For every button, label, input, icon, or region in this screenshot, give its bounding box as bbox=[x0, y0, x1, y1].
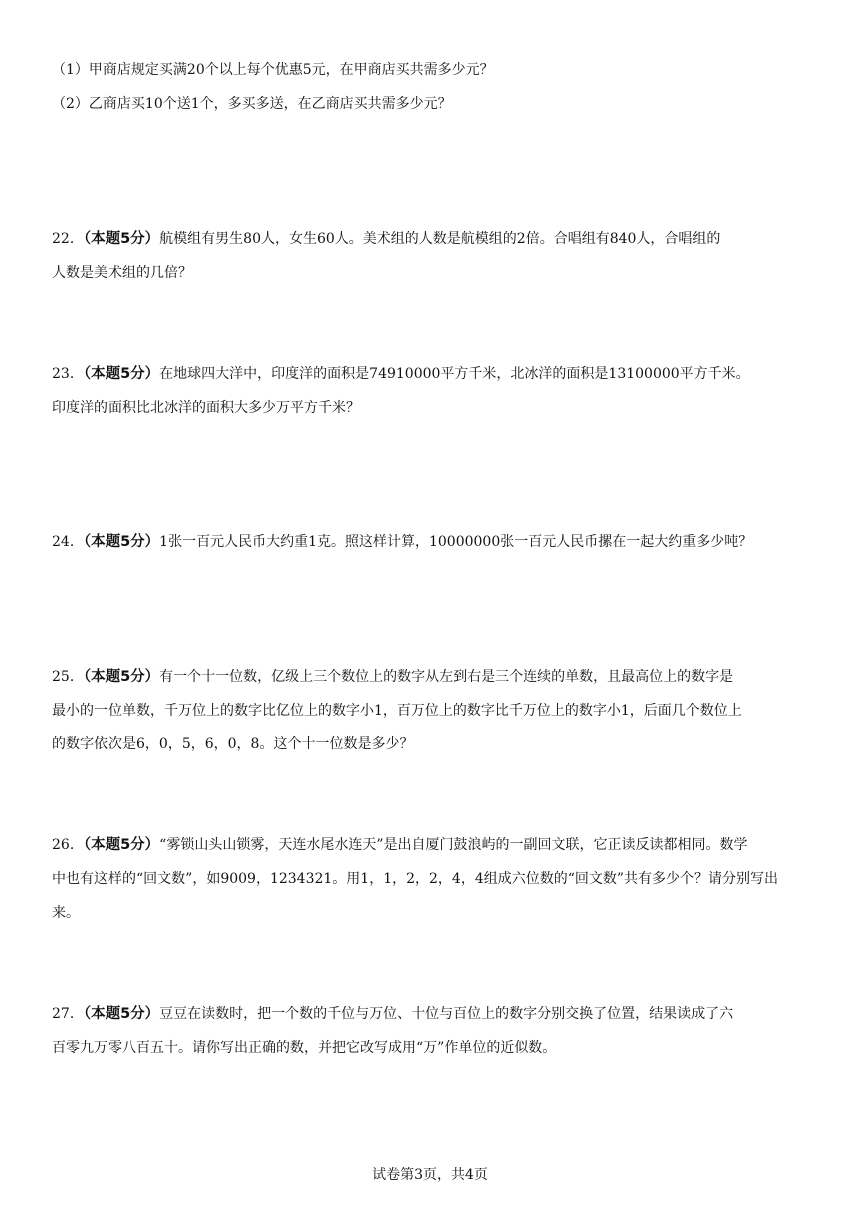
question-26-line-3: 来。 bbox=[52, 905, 80, 921]
question-text: 有一个十一位数，亿级上三个数位上的数字从左到右是三个连续的单数，且最高位上的数字是 bbox=[159, 669, 734, 685]
question-number: 24． bbox=[52, 534, 84, 550]
question-number: 25． bbox=[52, 669, 84, 685]
question-22-line-2: 人数是美术组的几倍？ bbox=[52, 265, 192, 281]
question-26-line-2: 中也有这样的“回文数”，如9009，1234321。用1，1，2，2，4，4组成六位数的“回文数”共有多少个？请分别写出 bbox=[52, 871, 779, 887]
question-number: 23． bbox=[52, 366, 84, 382]
question-25-line-1 bbox=[52, 667, 733, 687]
question-27-line-1 bbox=[52, 1004, 733, 1024]
question-23-line-1 bbox=[52, 364, 750, 384]
page-footer: 试卷第3页，共4页 bbox=[372, 1167, 488, 1183]
question-number: 26． bbox=[52, 837, 84, 853]
question-25-line-2: 最小的一位单数，千万位上的数字比亿位上的数字小1，百万位上的数字比千万位上的数字小1，后面几个数位上 bbox=[52, 703, 742, 719]
question-text: “雾锁山头山锁雾，天连水尾水连天”是出自厦门鼓浪屿的一副回文联，它正读反读都相同。数学 bbox=[159, 837, 748, 853]
sub-question-2: （2）乙商店买10个送1个，多买多送，在乙商店买共需多少元？ bbox=[52, 96, 452, 112]
sub-question-1: （1）甲商店规定买满20个以上每个优惠5元，在甲商店买共需多少元？ bbox=[52, 62, 494, 78]
question-score-tag: （本题5分） bbox=[83, 669, 160, 685]
question-25-line-3: 的数字依次是6，0，5，6，0，8。这个十一位数是多少？ bbox=[52, 736, 414, 752]
question-24-line-1 bbox=[52, 532, 752, 552]
question-number: 27． bbox=[52, 1006, 84, 1022]
question-22-line-1 bbox=[52, 229, 720, 249]
question-score-tag: （本题5分） bbox=[83, 837, 160, 853]
question-text: 航模组有男生80人，女生60人。美术组的人数是航模组的2倍。合唱组有840人，合唱组的 bbox=[159, 231, 721, 247]
question-23-line-2: 印度洋的面积比北冰洋的面积大多少万平方千米？ bbox=[52, 400, 360, 416]
question-26-line-1 bbox=[52, 835, 747, 855]
question-score-tag: （本题5分） bbox=[83, 534, 160, 550]
question-text: 豆豆在读数时，把一个数的千位与万位、十位与百位上的数字分别交换了位置，结果读成了六 bbox=[159, 1006, 734, 1022]
question-text: 在地球四大洋中，印度洋的面积是74910000平方千米，北冰洋的面积是13100000平方千米。 bbox=[159, 366, 750, 382]
question-text: 1张一百元人民币大约重1克。照这样计算，10000000张一百元人民币摞在一起大约重多少吨？ bbox=[159, 534, 753, 550]
question-score-tag: （本题5分） bbox=[83, 366, 160, 382]
question-score-tag: （本题5分） bbox=[83, 231, 160, 247]
question-score-tag: （本题5分） bbox=[83, 1006, 160, 1022]
question-number: 22． bbox=[52, 231, 84, 247]
question-27-line-2: 百零九万零八百五十。请你写出正确的数，并把它改写成用“万”作单位的近似数。 bbox=[52, 1040, 557, 1056]
